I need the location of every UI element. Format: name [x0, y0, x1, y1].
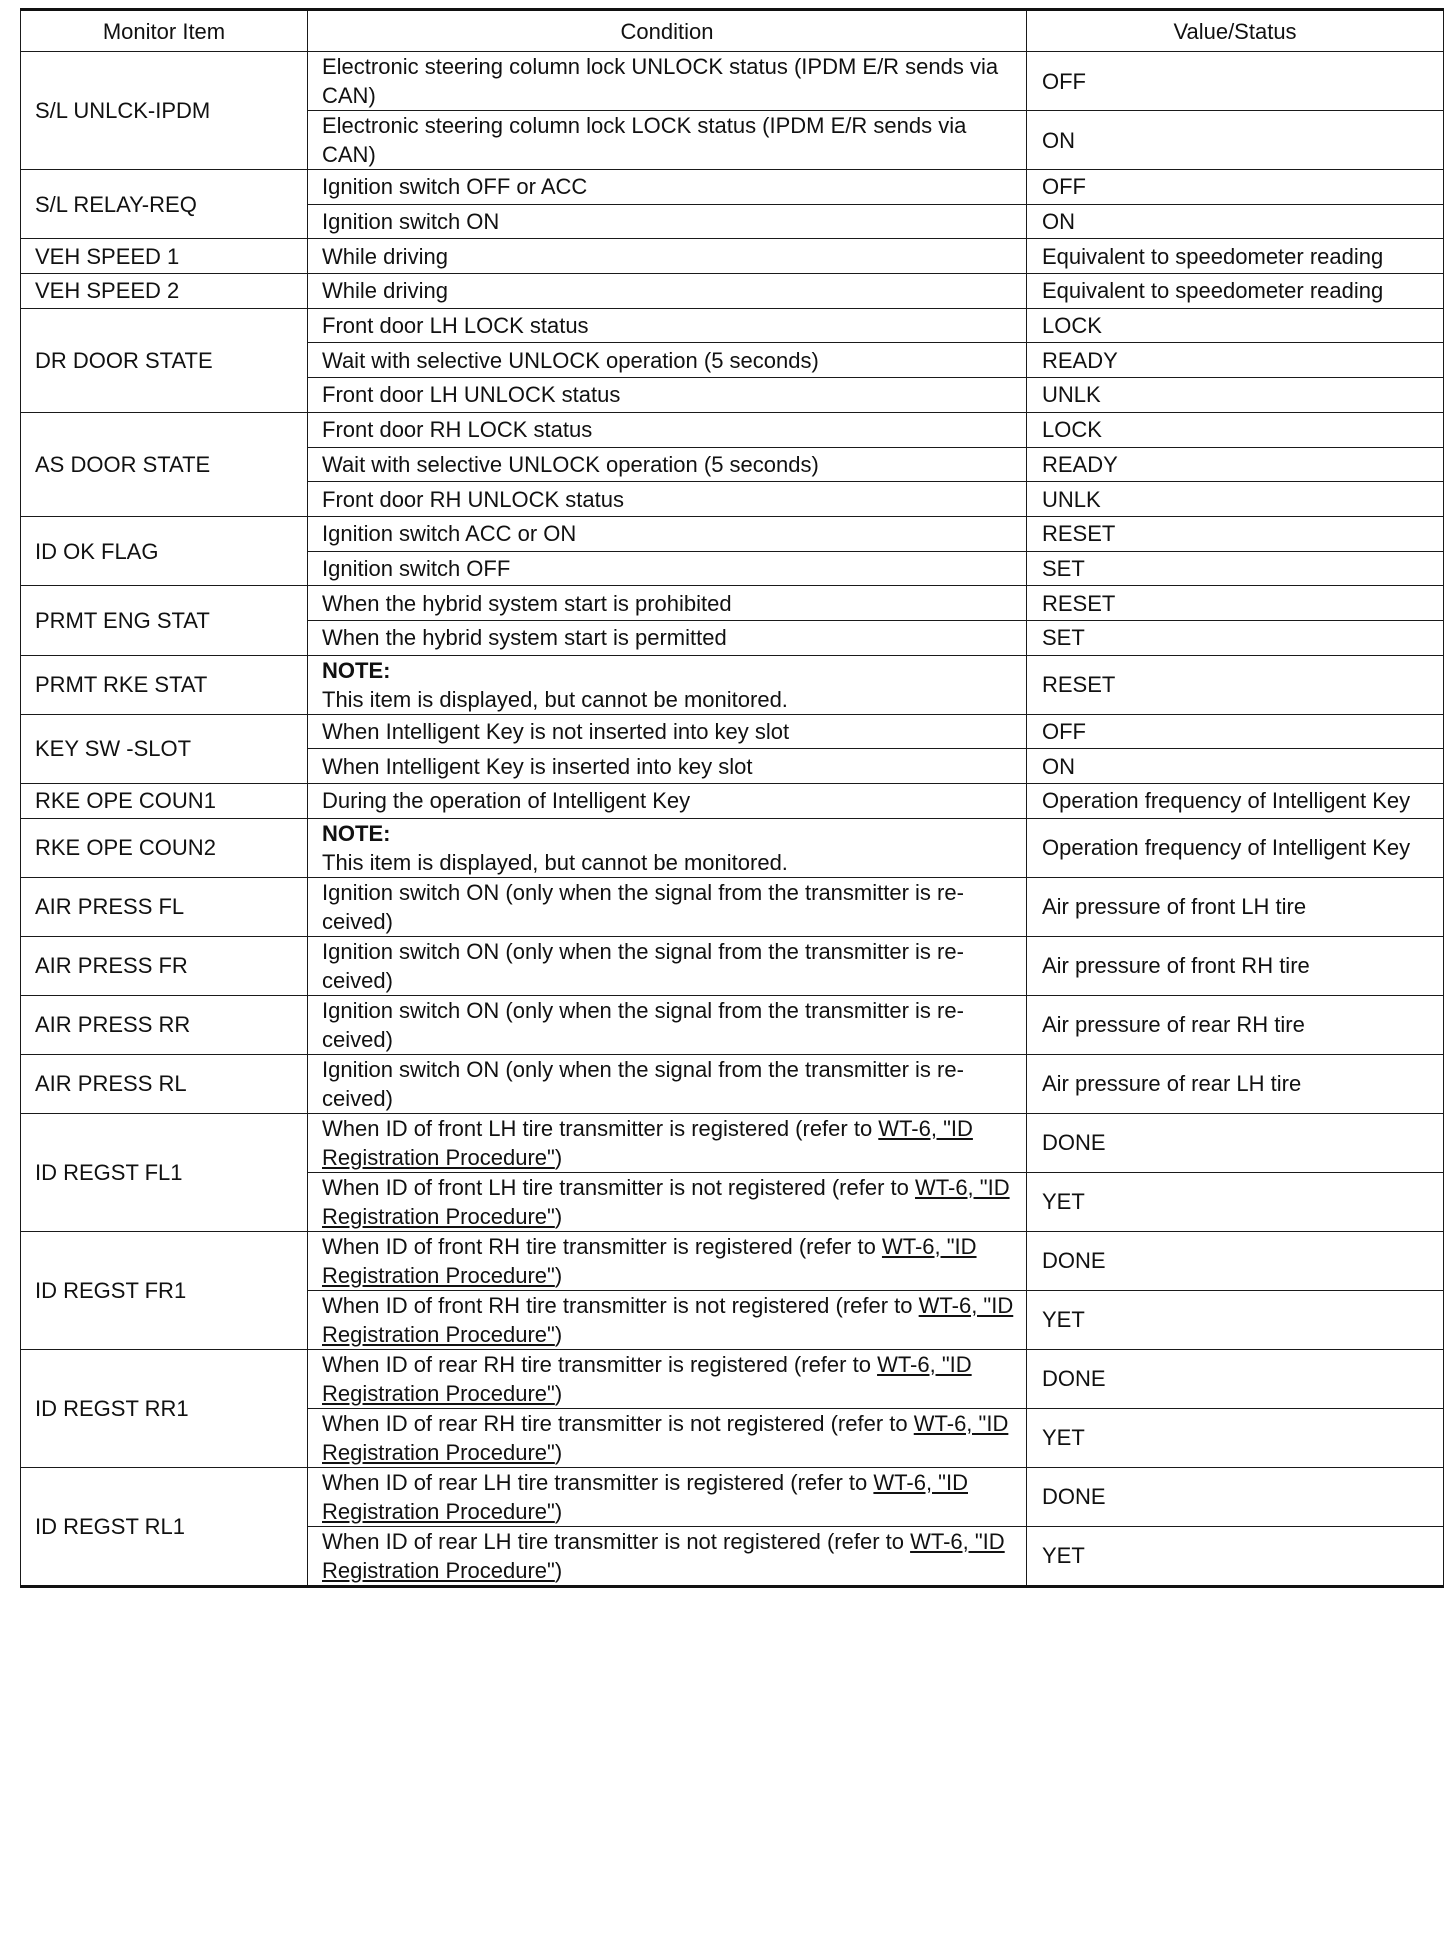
- condition-cell: Ignition switch ON (only when the signal from the transmitter is re-ceived): [308, 877, 1027, 936]
- condition-text: When ID of front RH tire transmitter is registered (refer to: [322, 1233, 882, 1259]
- condition-text-end: ): [554, 1498, 563, 1524]
- value-status-cell: DONE: [1027, 1349, 1444, 1408]
- table-row: [21, 818, 1444, 877]
- value-status-cell: DONE: [1027, 1467, 1444, 1526]
- value-status-cell: SET: [1027, 620, 1444, 655]
- condition-cell: [308, 1172, 1027, 1231]
- table-row: [21, 995, 1444, 1054]
- table-row: [21, 239, 1444, 274]
- condition-text-end: ): [554, 1321, 563, 1347]
- value-status-cell: YET: [1027, 1172, 1444, 1231]
- monitor-item-cell: AIR PRESS RL: [21, 1054, 308, 1113]
- condition-cell: [308, 818, 1027, 877]
- table-row: [21, 412, 1444, 447]
- monitor-item-cell: ID REGST FL1: [21, 1113, 308, 1231]
- condition-cell: Front door RH LOCK status: [308, 412, 1027, 447]
- monitor-item-cell: VEH SPEED 1: [21, 239, 308, 274]
- condition-cell: When the hybrid system start is permitted: [308, 620, 1027, 655]
- monitor-item-cell: VEH SPEED 2: [21, 274, 308, 309]
- condition-cell: [308, 1408, 1027, 1467]
- condition-text: When ID of front LH tire transmitter is registered (refer to: [322, 1115, 879, 1141]
- reference-link[interactable]: WT-6, "ID Registration Procedure": [322, 1469, 968, 1524]
- condition-cell: [308, 1349, 1027, 1408]
- value-status-cell: OFF: [1027, 714, 1444, 749]
- monitor-item-cell: ID REGST RR1: [21, 1349, 308, 1467]
- monitor-item-cell: RKE OPE COUN2: [21, 818, 308, 877]
- value-status-cell: RESET: [1027, 516, 1444, 551]
- condition-cell: When Intelligent Key is not inserted into key slot: [308, 714, 1027, 749]
- condition-text-end: ): [554, 1557, 563, 1583]
- table-row: [21, 586, 1444, 621]
- condition-cell: Wait with selective UNLOCK operation (5 seconds): [308, 343, 1027, 378]
- condition-cell: [308, 1526, 1027, 1586]
- monitor-item-cell: ID REGST RL1: [21, 1467, 308, 1586]
- condition-cell: Front door LH UNLOCK status: [308, 378, 1027, 413]
- condition-text: When ID of rear RH tire transmitter is not registered (refer to: [322, 1410, 914, 1436]
- value-status-cell: Operation frequency of Intelligent Key: [1027, 818, 1444, 877]
- table-row: [21, 170, 1444, 205]
- condition-cell: Ignition switch ON (only when the signal from the transmitter is re-ceived): [308, 936, 1027, 995]
- table-row: [21, 714, 1444, 749]
- note-label: NOTE:: [322, 820, 391, 846]
- condition-cell: Electronic steering column lock UNLOCK status (IPDM E/R sends via CAN): [308, 52, 1027, 111]
- condition-text: When ID of front RH tire transmitter is not registered (refer to: [322, 1292, 919, 1318]
- condition-cell: Ignition switch OFF or ACC: [308, 170, 1027, 205]
- table-row: [21, 1231, 1444, 1290]
- value-status-cell: LOCK: [1027, 308, 1444, 343]
- table-row: [21, 516, 1444, 551]
- value-status-cell: READY: [1027, 447, 1444, 482]
- value-status-cell: ON: [1027, 749, 1444, 784]
- monitor-item-cell: AS DOOR STATE: [21, 412, 308, 516]
- condition-cell: [308, 1231, 1027, 1290]
- note-label: NOTE:: [322, 657, 391, 683]
- value-status-cell: Air pressure of front RH tire: [1027, 936, 1444, 995]
- monitor-item-cell: AIR PRESS RR: [21, 995, 308, 1054]
- condition-cell: Electronic steering column lock LOCK status (IPDM E/R sends via CAN): [308, 111, 1027, 170]
- value-status-cell: DONE: [1027, 1231, 1444, 1290]
- monitor-item-cell: S/L RELAY-REQ: [21, 170, 308, 239]
- value-status-cell: LOCK: [1027, 412, 1444, 447]
- table-row: [21, 1467, 1444, 1526]
- condition-text: When ID of rear LH tire transmitter is registered (refer to: [322, 1469, 874, 1495]
- condition-cell: Front door RH UNLOCK status: [308, 482, 1027, 517]
- monitor-item-cell: KEY SW -SLOT: [21, 714, 308, 783]
- value-status-cell: Equivalent to speedometer reading: [1027, 274, 1444, 309]
- value-status-cell: OFF: [1027, 52, 1444, 111]
- table-header-row: [21, 10, 1444, 52]
- monitor-item-cell: PRMT ENG STAT: [21, 586, 308, 655]
- condition-cell: [308, 1290, 1027, 1349]
- condition-cell: Front door LH LOCK status: [308, 308, 1027, 343]
- condition-text-end: ): [554, 1262, 563, 1288]
- monitor-item-cell: AIR PRESS FL: [21, 877, 308, 936]
- value-status-cell: Equivalent to speedometer reading: [1027, 239, 1444, 274]
- reference-link[interactable]: WT-6, "ID Registration Procedure": [322, 1174, 1010, 1229]
- condition-cell: Ignition switch ON (only when the signal from the transmitter is re-ceived): [308, 1054, 1027, 1113]
- value-status-cell: READY: [1027, 343, 1444, 378]
- condition-cell: Ignition switch ON: [308, 204, 1027, 239]
- condition-cell: When Intelligent Key is inserted into key slot: [308, 749, 1027, 784]
- condition-text-end: ): [554, 1144, 563, 1170]
- monitor-item-table: [20, 8, 1444, 1588]
- value-status-cell: YET: [1027, 1526, 1444, 1586]
- value-status-cell: RESET: [1027, 655, 1444, 714]
- condition-cell: Ignition switch ON (only when the signal from the transmitter is re-ceived): [308, 995, 1027, 1054]
- table-row: [21, 52, 1444, 111]
- condition-cell: [308, 1467, 1027, 1526]
- value-status-cell: Air pressure of rear LH tire: [1027, 1054, 1444, 1113]
- value-status-cell: DONE: [1027, 1113, 1444, 1172]
- value-status-cell: ON: [1027, 204, 1444, 239]
- monitor-item-cell: PRMT RKE STAT: [21, 655, 308, 714]
- monitor-item-cell: ID REGST FR1: [21, 1231, 308, 1349]
- header-condition: Condition: [308, 10, 1027, 52]
- table-row: [21, 274, 1444, 309]
- monitor-item-cell: ID OK FLAG: [21, 516, 308, 585]
- condition-text: When ID of rear LH tire transmitter is not registered (refer to: [322, 1528, 911, 1554]
- value-status-cell: Operation frequency of Intelligent Key: [1027, 784, 1444, 819]
- value-status-cell: Air pressure of rear RH tire: [1027, 995, 1444, 1054]
- value-status-cell: UNLK: [1027, 482, 1444, 517]
- note-text: This item is displayed, but cannot be monitored.: [322, 686, 788, 712]
- value-status-cell: UNLK: [1027, 378, 1444, 413]
- note-text: This item is displayed, but cannot be monitored.: [322, 849, 788, 875]
- table-row: [21, 308, 1444, 343]
- reference-link[interactable]: WT-6, "ID Registration Procedure": [322, 1351, 972, 1406]
- value-status-cell: YET: [1027, 1290, 1444, 1349]
- header-value-status: Value/Status: [1027, 10, 1444, 52]
- monitor-item-cell: AIR PRESS FR: [21, 936, 308, 995]
- condition-cell: [308, 1113, 1027, 1172]
- condition-cell: Wait with selective UNLOCK operation (5 seconds): [308, 447, 1027, 482]
- reference-link[interactable]: WT-6, "ID Registration Procedure": [322, 1528, 1005, 1583]
- value-status-cell: RESET: [1027, 586, 1444, 621]
- condition-text: When ID of front LH tire transmitter is not registered (refer to: [322, 1174, 915, 1200]
- value-status-cell: YET: [1027, 1408, 1444, 1467]
- condition-cell: During the operation of Intelligent Key: [308, 784, 1027, 819]
- reference-link[interactable]: WT-6, "ID Registration Procedure": [322, 1292, 1014, 1347]
- condition-cell: When the hybrid system start is prohibited: [308, 586, 1027, 621]
- value-status-cell: Air pressure of front LH tire: [1027, 877, 1444, 936]
- condition-cell: [308, 655, 1027, 714]
- table-row: [21, 784, 1444, 819]
- condition-text-end: ): [554, 1380, 563, 1406]
- condition-cell: While driving: [308, 239, 1027, 274]
- monitor-item-cell: DR DOOR STATE: [21, 308, 308, 412]
- table-row: [21, 1054, 1444, 1113]
- header-monitor-item: Monitor Item: [21, 10, 308, 52]
- monitor-item-cell: S/L UNLCK-IPDM: [21, 52, 308, 170]
- table-row: [21, 936, 1444, 995]
- value-status-cell: SET: [1027, 551, 1444, 586]
- reference-link[interactable]: WT-6, "ID Registration Procedure": [322, 1410, 1009, 1465]
- condition-cell: Ignition switch OFF: [308, 551, 1027, 586]
- condition-text-end: ): [554, 1203, 563, 1229]
- condition-text: When ID of rear RH tire transmitter is registered (refer to: [322, 1351, 878, 1377]
- table-row: [21, 1349, 1444, 1408]
- condition-text-end: ): [554, 1439, 563, 1465]
- reference-link[interactable]: WT-6, "ID Registration Procedure": [322, 1115, 973, 1170]
- reference-link[interactable]: WT-6, "ID Registration Procedure": [322, 1233, 977, 1288]
- monitor-item-cell: RKE OPE COUN1: [21, 784, 308, 819]
- table-row: [21, 655, 1444, 714]
- table-row: [21, 1113, 1444, 1172]
- condition-cell: While driving: [308, 274, 1027, 309]
- value-status-cell: ON: [1027, 111, 1444, 170]
- table-row: [21, 877, 1444, 936]
- value-status-cell: OFF: [1027, 170, 1444, 205]
- condition-cell: Ignition switch ACC or ON: [308, 516, 1027, 551]
